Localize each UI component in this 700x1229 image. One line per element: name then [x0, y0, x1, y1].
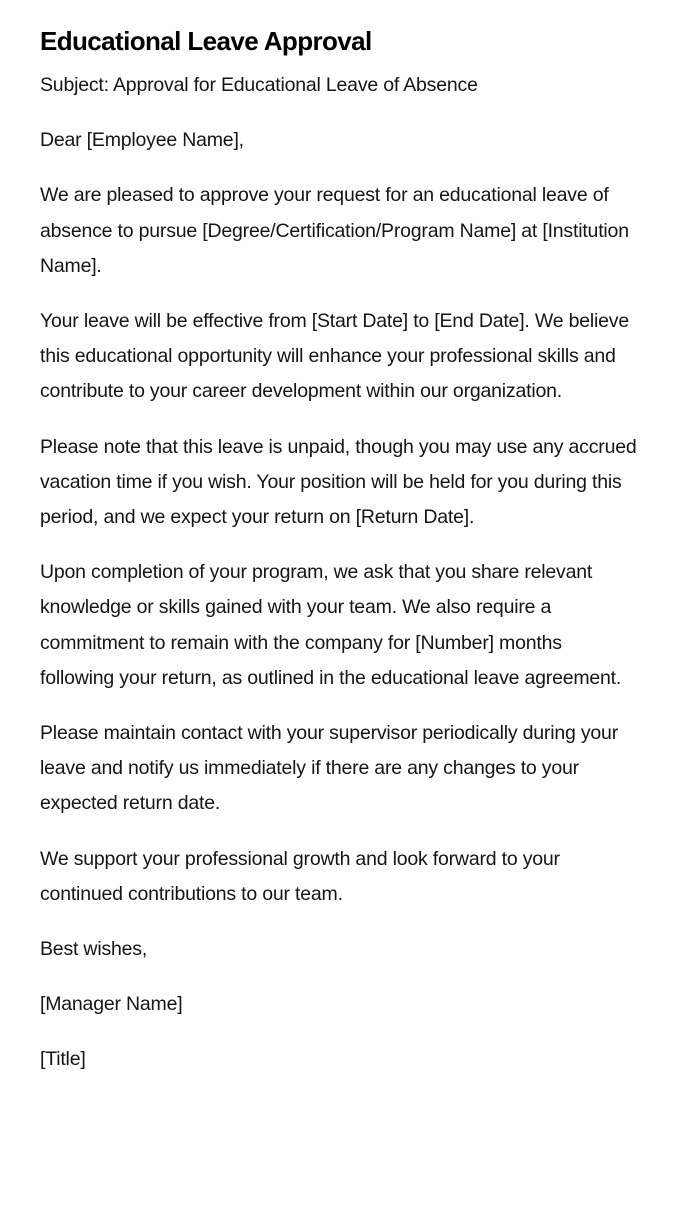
salutation: Dear [Employee Name], [40, 129, 244, 152]
body-paragraph-contact: Please maintain contact with your supervisor periodically during your leave and notify us immediately if there are any changes to your expected return date. [40, 722, 618, 815]
body-paragraph-dates: Your leave will be effective from [Start Date] to [End Date]. We believe this educational opportunity will enhance your professional skills and contribute to your career development within our organization. [40, 310, 629, 403]
body-paragraph-commitment: Upon completion of your program, we ask that you share relevant knowledge or skills gained with your team. We also require a commitment to remain with the company for [Number] months following your return, as outlined in the educational leave agreement. [40, 561, 622, 689]
body-paragraph-approval: We are pleased to approve your request for an educational leave of absence to pursue [Degree/Certification/Program Name] at [Institution Name]. [40, 184, 629, 277]
signature-title: [Title] [40, 1048, 86, 1071]
body-paragraph-support: We support your professional growth and look forward to your continued contributions to our team. [40, 847, 560, 905]
closing: Best wishes, [40, 938, 148, 961]
body-paragraph-pay-terms: Please note that this leave is unpaid, though you may use any accrued vacation time if you wish. Your position will be held for you during this period, and we expect your return on [Return Date]. [40, 435, 637, 529]
signature-name: [Manager Name] [40, 993, 183, 1016]
document-title: Educational Leave Approval [40, 26, 372, 56]
subject-line: Subject: Approval for Educational Leave of Absence [40, 74, 478, 96]
